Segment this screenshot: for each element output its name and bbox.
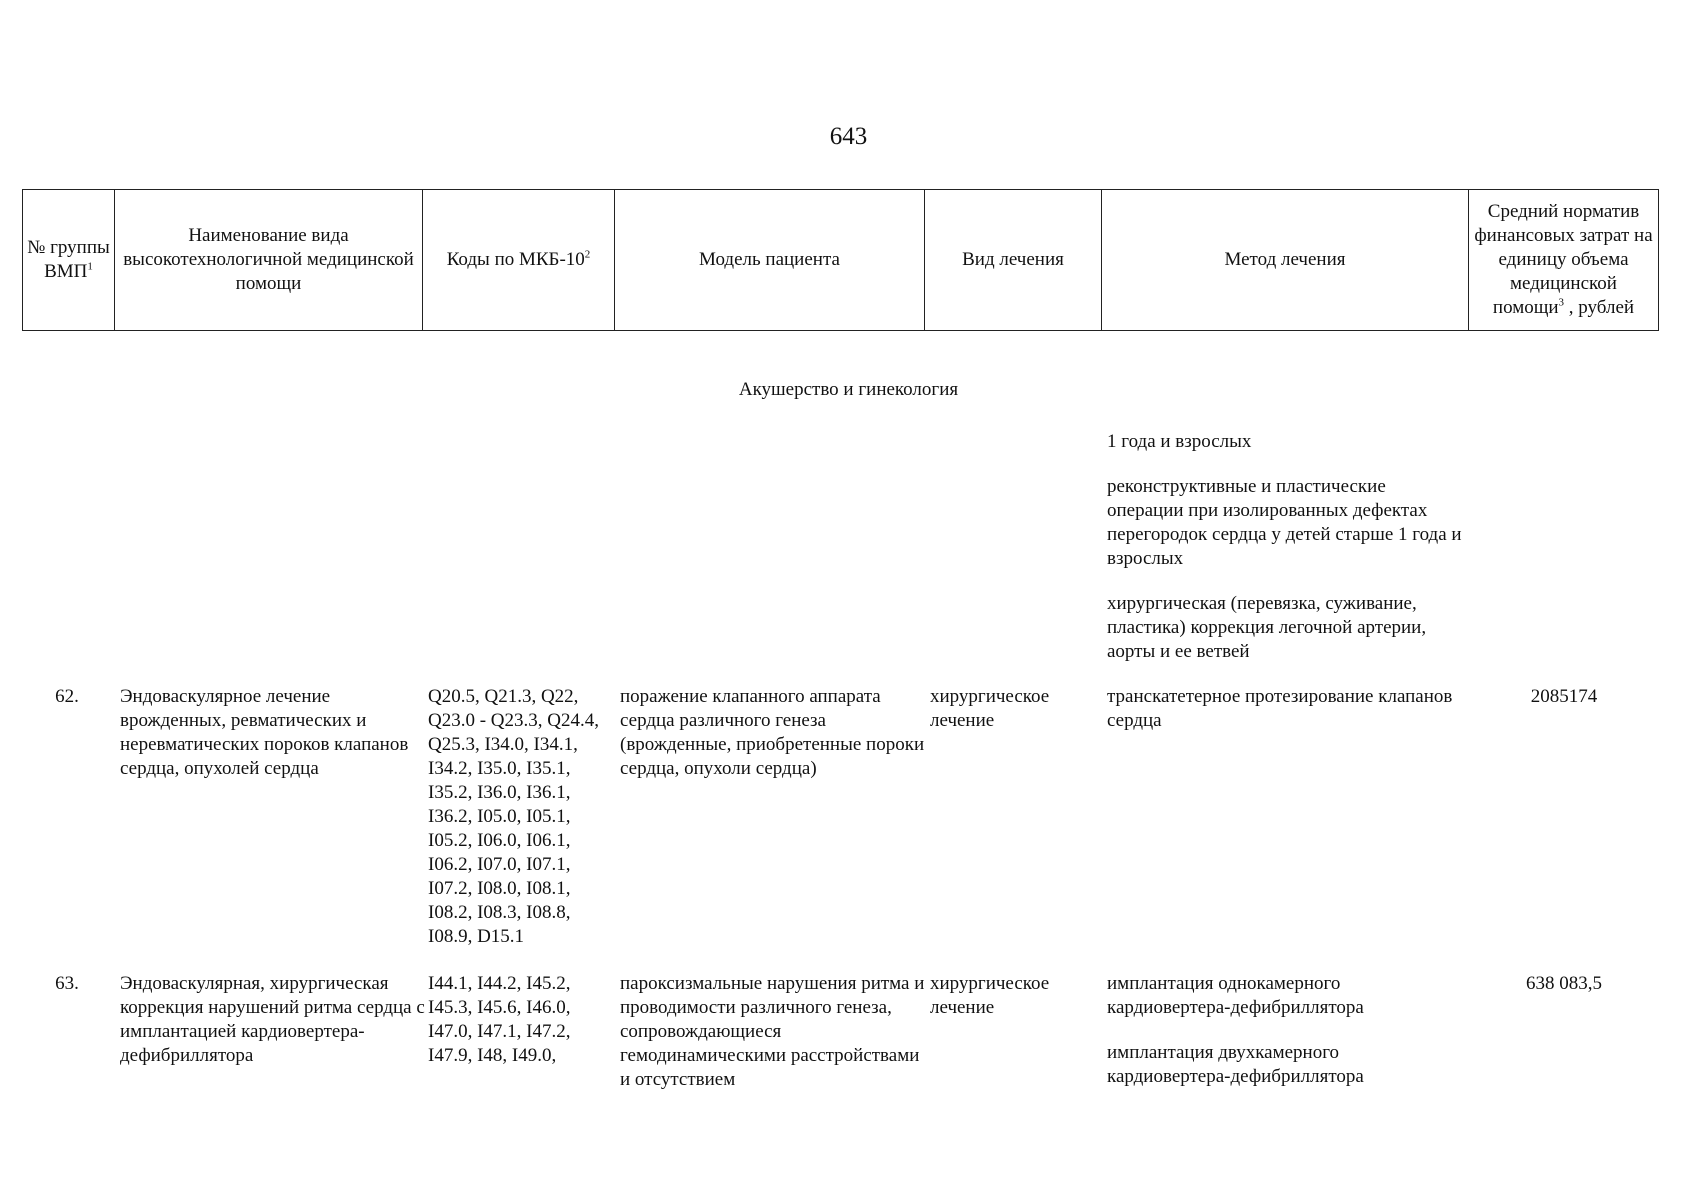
header-group-number-label: № группы ВМП: [27, 237, 110, 282]
header-care-type-label: Наименование вида высокотехнологичной медицинской помощи: [123, 225, 414, 294]
header-treatment-method-label: Метод лечения: [1224, 249, 1346, 270]
row-62-kind: хирургическое лечение: [930, 686, 1050, 731]
method-item: реконструктивные и пластические операции при изолированных дефектах перегородок сердца у детей старше 1 года и взрослых: [1107, 476, 1462, 569]
row-62-methods: [1107, 685, 1462, 733]
row-63-methods: [1107, 972, 1462, 1089]
header-care-type: [115, 190, 423, 331]
row-63-cost: 638 083,5: [1526, 973, 1602, 994]
header-icd-codes: [423, 190, 615, 331]
row-63-number: 63.: [55, 973, 79, 994]
header-group-number: [23, 190, 115, 331]
footnote-2: 2: [584, 248, 591, 261]
footnote-1: 1: [87, 260, 93, 273]
section-title: Акушерство и гинекология: [738, 379, 959, 400]
method-item: транскатетерное протезирование клапанов сердца: [1107, 686, 1453, 731]
row-63-name: Эндоваскулярная, хирургическая коррекция нарушений ритма сердца с имплантацией кардиовертера-дефибриллятора: [120, 973, 425, 1066]
row-62-number: 62.: [55, 686, 79, 707]
header-treatment-kind-label: Вид лечения: [962, 249, 1064, 270]
method-item: имплантация однокамерного кардиовертера-дефибриллятора: [1107, 973, 1364, 1018]
row-63-codes: I44.1, I44.2, I45.2, I45.3, I45.6, I46.0, I47.0, I47.1, I47.2, I47.9, I48, I49.0,: [428, 973, 571, 1066]
header-cost-norm-label: Средний норматив финансовых затрат на единицу объема медицинской помощи: [1474, 201, 1653, 318]
method-item: имплантация двухкамерного кардиовертера-дефибриллятора: [1107, 1042, 1364, 1087]
header-cost-norm: [1469, 190, 1659, 331]
header-icd-codes-label: Коды по МКБ-10: [446, 249, 585, 270]
continuation-methods: [1107, 430, 1462, 664]
row-63-kind: хирургическое лечение: [930, 973, 1050, 1018]
table-header: [22, 189, 1659, 331]
method-item: хирургическая (перевязка, суживание, пластика) коррекция легочной артерии, аорты и ее ветвей: [1107, 593, 1427, 662]
header-patient-model: [615, 190, 925, 331]
header-treatment-method: [1102, 190, 1469, 331]
page-number: 643: [829, 123, 868, 150]
header-cost-norm-suffix: , рублей: [1564, 297, 1635, 318]
header-treatment-kind: [925, 190, 1102, 331]
row-62-model: поражение клапанного аппарата сердца различного генеза (врожденные, приобретенные пороки сердца, опухоли сердца): [620, 686, 925, 779]
method-item: 1 года и взрослых: [1107, 431, 1252, 452]
header-patient-model-label: Модель пациента: [699, 249, 840, 270]
footnote-3: 3: [1558, 296, 1565, 309]
row-63-model: пароксизмальные нарушения ритма и проводимости различного генеза, сопровождающиеся гемодинамическими расстройствами и отсутствием: [620, 973, 925, 1090]
row-62-cost: 2085174: [1530, 686, 1598, 707]
row-62-codes: Q20.5, Q21.3, Q22, Q23.0 - Q23.3, Q24.4, Q25.3, I34.0, I34.1, I34.2, I35.0, I35.1, I35.2, I36.0, I36.1, I36.2, I05.0, I05.1, I05.2, I06.0, I06.1, I06.2, I07.0, I07.1, I07.2, I08.0, I08.1, I08.2, I08.3, I08.8, I08.9, D15.1: [428, 686, 599, 947]
row-62-name: Эндоваскулярное лечение врожденных, ревматических и неревматических пороков клапанов сердца, опухолей сердца: [120, 686, 409, 779]
